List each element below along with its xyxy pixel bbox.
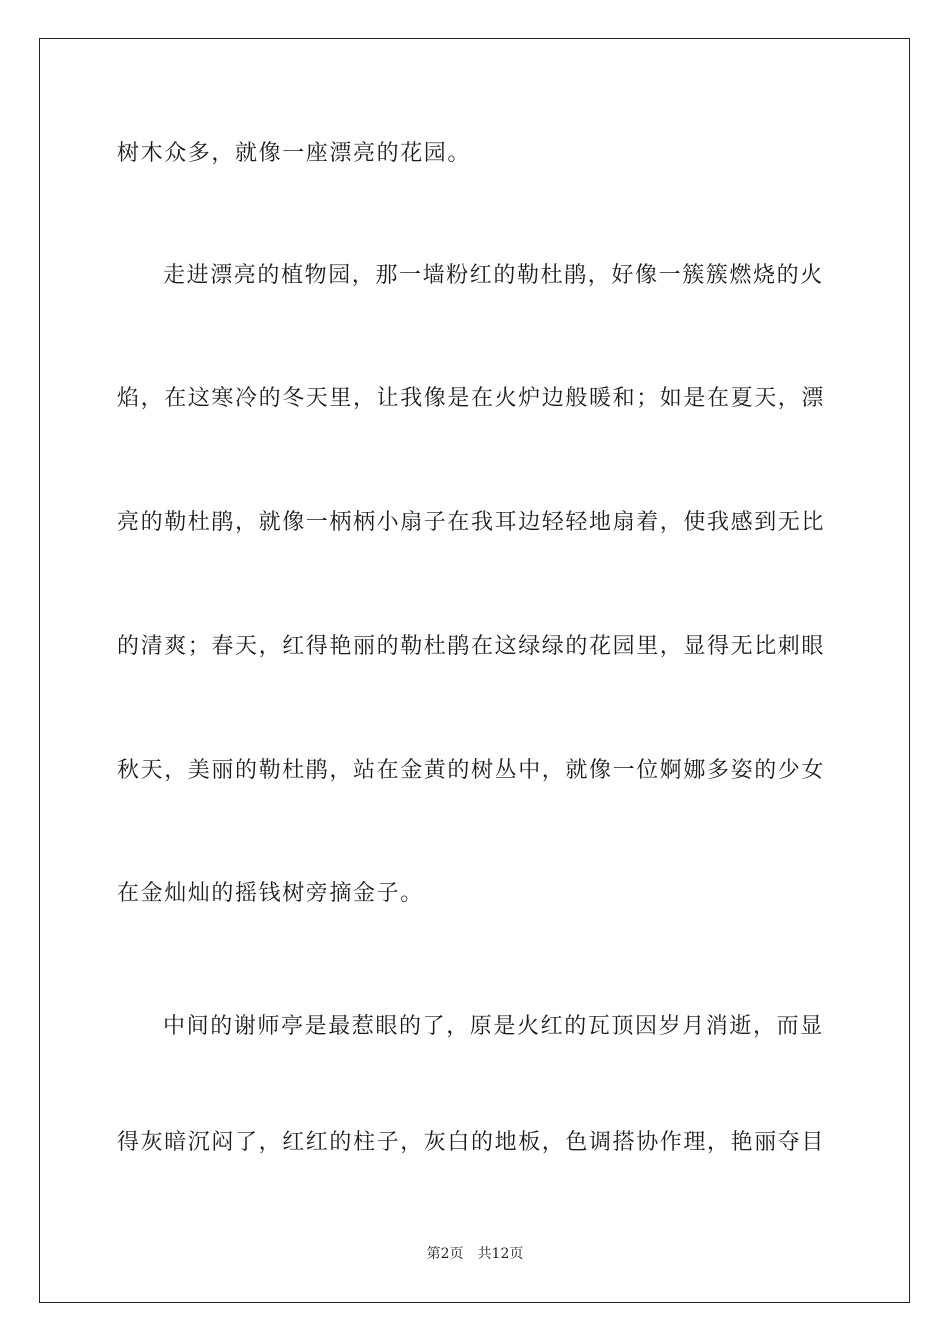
text-line-5: 的清爽；春天，红得艳丽的勒杜鹃在这绿绿的花园里，显得无比刺眼 <box>117 634 826 659</box>
page-border <box>39 38 910 1303</box>
text-line-6: 秋天，美丽的勒杜鹃，站在金黄的树丛中，就像一位婀娜多姿的少女 <box>117 758 826 783</box>
page-footer <box>0 1245 950 1263</box>
text-line-2: 走进漂亮的植物园，那一墙粉红的勒杜鹃，好像一簇簇燃烧的火 <box>163 263 824 288</box>
text-line-7: 在金灿灿的摇钱树旁摘金子。 <box>117 881 424 906</box>
text-line-3: 焰，在这寒冷的冬天里，让我像是在火炉边般暖和；如是在夏天，漂 <box>117 386 826 411</box>
text-line-8: 中间的谢师亭是最惹眼的了，原是火红的瓦顶因岁月消逝，而显 <box>163 1014 824 1039</box>
text-line-9: 得灰暗沉闷了，红红的柱子，灰白的地板，色调搭协作理，艳丽夺目 <box>117 1130 826 1155</box>
text-line-4: 亮的勒杜鹃，就像一柄柄小扇子在我耳边轻轻地扇着，使我感到无比 <box>117 510 826 535</box>
page-number: 第2页 <box>426 1246 464 1262</box>
page-total: 共12页 <box>477 1246 524 1262</box>
text-line-1: 树木众多，就像一座漂亮的花园。 <box>117 141 472 166</box>
